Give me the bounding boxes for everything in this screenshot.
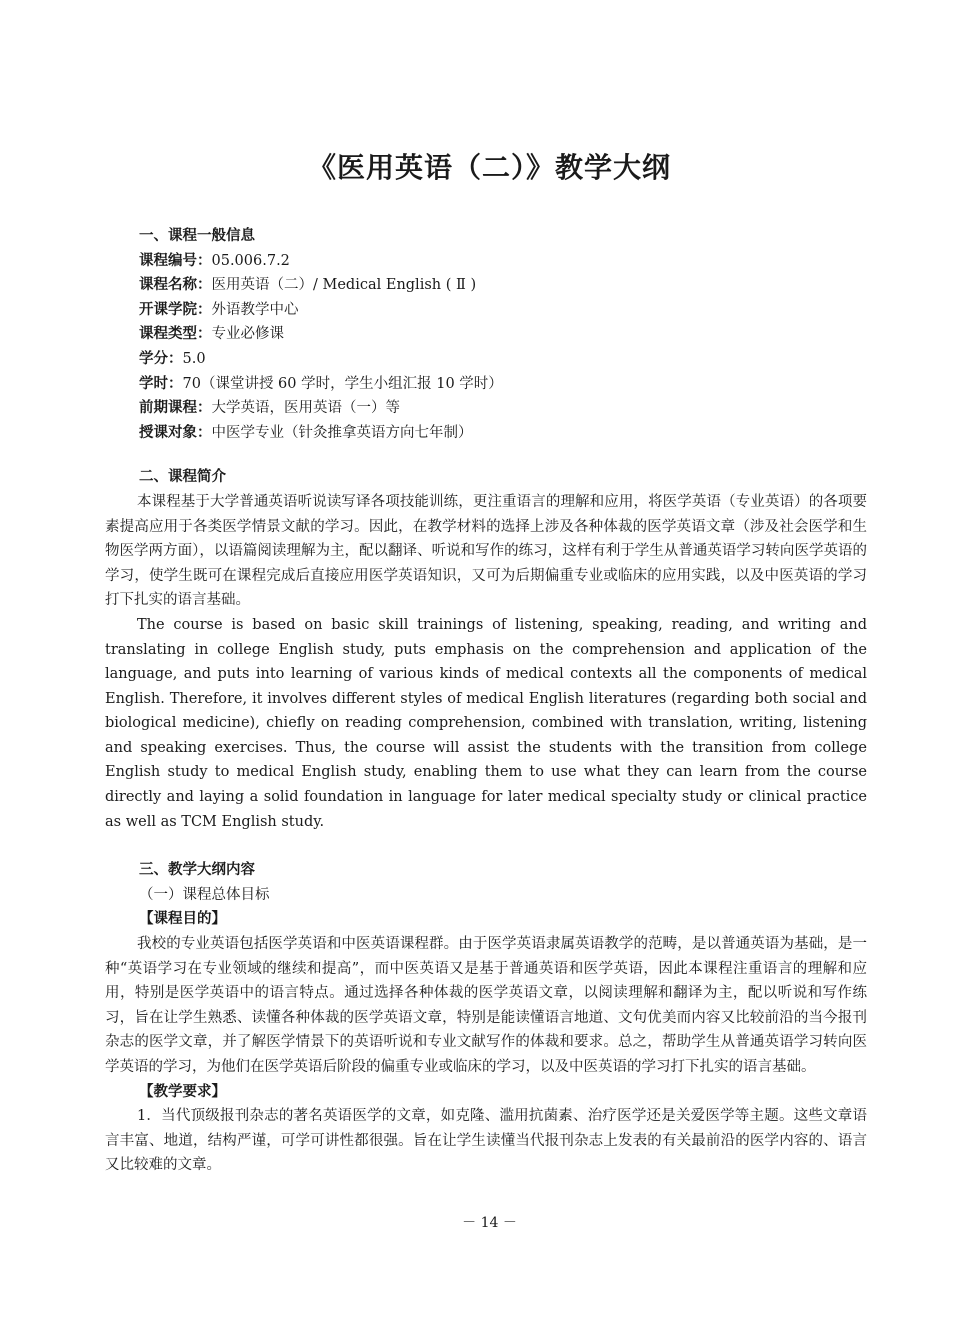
- info-label: 授课对象：: [139, 423, 212, 441]
- requirements-paragraph: 1．当代顶级报刊杂志的著名英语医学的文章，如克隆、滥用抗菌素、治疗医学还是关爱医学等主题。这些文章语言丰富、地道，结构严谨，可学可讲性都很强。旨在让学生读懂当代报刊杂志上发表的有关最前沿的医学内容的、语言又比较难的文章。: [105, 1108, 867, 1174]
- info-credits: [105, 347, 867, 372]
- info-value: 大学英语，医用英语（一）等: [211, 400, 400, 417]
- info-label: 开课学院：: [139, 300, 212, 318]
- intro-paragraph-chinese: 本课程基于大学普通英语听说读写译各项技能训练，更注重语言的理解和应用，将医学英语（专业英语）的各项要素提高应用于各类医学情景文献的学习。因此，在教学材料的选择上涉及各种体裁的医学英语文章（涉及社会医学和生物医学两方面），以语篇阅读理解为主，配以翻译、听说和写作的练习，这样有利于学生从普通英语学习转向医学英语的学习，使学生既可在课程完成后直接应用医学英语知识，又可为后期偏重专业或临床的应用实践，以及中医英语的学习打下扎实的语言基础。: [105, 493, 867, 609]
- page-number: － 14 －: [462, 1215, 517, 1231]
- intro-paragraph-english: The course is based on basic skill trainings of listening, speaking, reading, and writing and translating in college English study, puts emphasis on the comprehension and application of the language, and puts into learning of various kinds of medical contexts all the components of medical English. Therefore, it involves different styles of medical English literatures (regarding both social and biological medicine), chiefly on reading comprehension, combined with translation, writing, listening and speaking exercises. Thus, the course will assist the students with the transition from college English study to medical English study, enabling them to use what they can learn from the course directly and laying a solid foundation in language for later medical specialty study or clinical practice as well as TCM English study.: [105, 616, 867, 830]
- info-college: [105, 298, 867, 323]
- purpose-heading: 【课程目的】: [139, 910, 226, 928]
- info-prerequisites: [105, 396, 867, 421]
- info-value: 70（课堂讲授 60 学时，学生小组汇报 10 学时）: [182, 375, 503, 392]
- info-course-name: [105, 273, 867, 298]
- section-heading-general-info: 一、课程一般信息: [139, 228, 255, 244]
- info-value: 专业必修课: [211, 326, 284, 343]
- info-hours: [105, 372, 867, 397]
- info-label: 课程编号：: [139, 251, 212, 269]
- info-audience: [105, 421, 867, 446]
- info-value: 医用英语（二）/ Medical English ( Ⅱ ): [211, 277, 477, 294]
- info-value: 外语教学中心: [211, 301, 299, 318]
- spacer: [105, 834, 867, 858]
- info-value: 中医学专业（针灸推拿英语方向七年制）: [211, 424, 473, 441]
- info-label: 课程类型：: [139, 325, 212, 343]
- document-body: [105, 224, 867, 1178]
- info-course-code: [105, 249, 867, 274]
- requirements-heading: 【教学要求】: [139, 1082, 226, 1100]
- info-course-type: [105, 322, 867, 347]
- purpose-paragraph: 我校的专业英语包括医学英语和中医英语课程群。由于医学英语隶属英语教学的范畴，是以普通英语为基础，是一种“英语学习在专业领域的继续和提高”，而中医英语又是基于普通英语和医学英语，因此本课程注重语言的理解和应用，特别是医学英语中的语言特点。通过选择各种体裁的医学英语文章，以阅读理解和翻译为主，配以听说和写作练习，旨在让学生熟悉、读懂各种体裁的医学英语文章，特别是能读懂语言地道、文句优美而内容又比较前沿的当今报刊杂志的医学文章，并了解医学情景下的英语听说和专业文献写作的体裁和要求。总之，帮助学生从普通英语学习转向医学英语的学习，为他们在医学英语后阶段的偏重专业或临床的学习，以及中医英语的学习打下扎实的语言基础。: [105, 936, 867, 1075]
- info-label: 课程名称：: [139, 276, 212, 294]
- info-label: 学分：: [139, 349, 183, 367]
- subsection-heading-objectives: （一）课程总体目标: [139, 886, 270, 903]
- info-label: 前期课程：: [139, 399, 212, 417]
- info-value: 5.0: [182, 350, 206, 367]
- spacer: [105, 445, 867, 465]
- section-heading-syllabus: 三、教学大纲内容: [139, 862, 255, 879]
- document-title: 《医用英语（二）》教学大纲: [307, 151, 671, 184]
- info-value: 05.006.7.2: [211, 252, 290, 269]
- section-heading-intro: 二、课程简介: [139, 469, 226, 486]
- info-label: 学时：: [139, 374, 183, 392]
